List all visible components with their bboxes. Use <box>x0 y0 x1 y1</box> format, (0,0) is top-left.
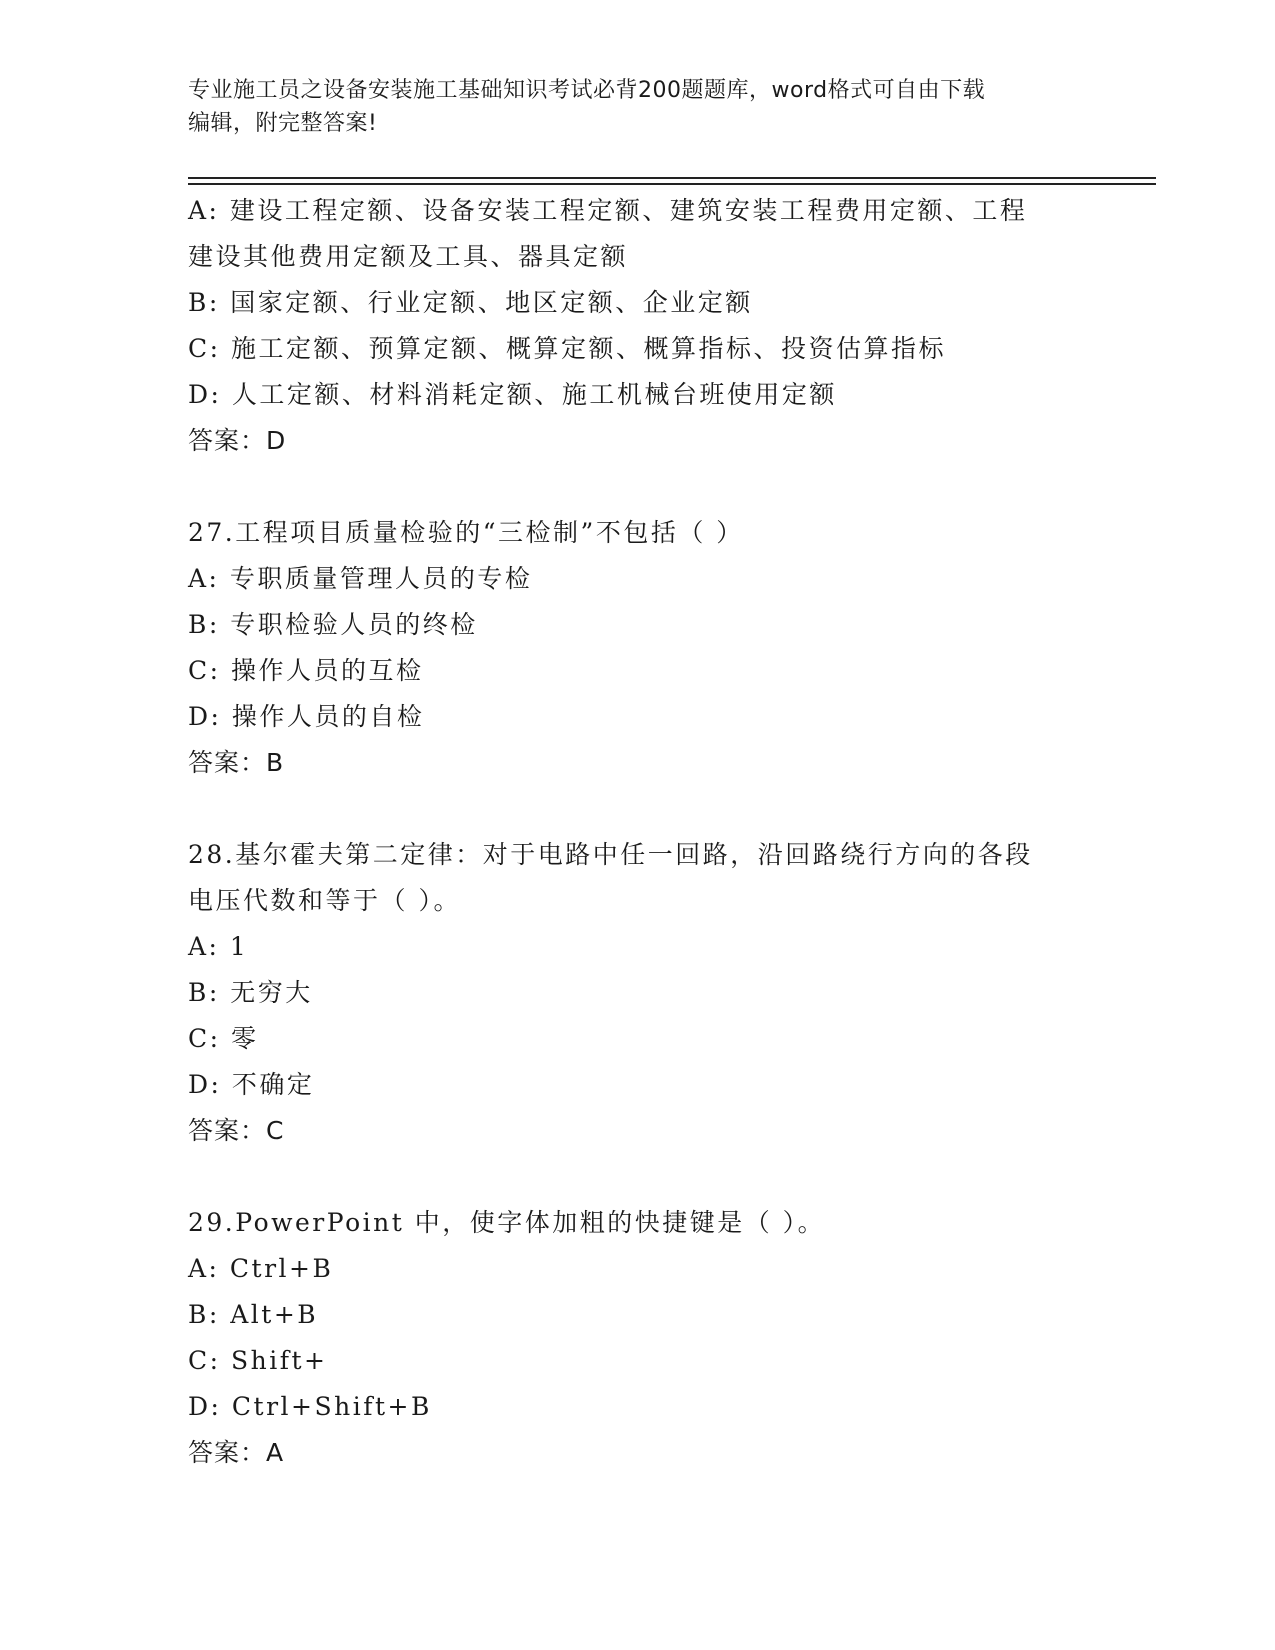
option-b: B: 国家定额、行业定额、地区定额、企业定额 <box>188 288 753 317</box>
spacer <box>188 786 1088 832</box>
answer-line: 答案：B <box>188 748 285 777</box>
header-rule-top <box>188 177 1156 179</box>
option-c: C: 零 <box>188 1024 259 1053</box>
question-text: 27.工程项目质量检验的“三检制”不包括（ ） <box>188 518 744 547</box>
answer-line: 答案：C <box>188 1116 285 1145</box>
option-a-line-1: A: 建设工程定额、设备安装工程定额、建筑安装工程费用定额、工程 <box>188 196 1028 225</box>
answer-line: 答案：A <box>188 1438 285 1467</box>
option-a: A: 专职质量管理人员的专检 <box>188 564 533 593</box>
option-d: D: 不确定 <box>188 1070 315 1099</box>
option-a: A: 1 <box>188 932 249 961</box>
option-a: A: Ctrl+B <box>188 1254 334 1283</box>
spacer <box>188 1154 1088 1200</box>
question-28-block <box>188 832 1088 1154</box>
answer-line: 答案：D <box>188 426 287 455</box>
option-a-line-2: 建设其他费用定额及工具、器具定额 <box>188 242 629 271</box>
option-b: B: 无穷大 <box>188 978 313 1007</box>
option-c: C: 操作人员的互检 <box>188 656 424 685</box>
header-title-line-2: 编辑，附完整答案! <box>188 111 378 136</box>
question-26-block <box>188 188 1088 464</box>
document-header <box>188 74 1068 140</box>
option-c: C: Shift+ <box>188 1346 328 1375</box>
option-c: C: 施工定额、预算定额、概算定额、概算指标、投资估算指标 <box>188 334 947 363</box>
option-d: D: Ctrl+Shift+B <box>188 1392 432 1421</box>
spacer <box>188 464 1088 510</box>
question-text: 29.PowerPoint 中，使字体加粗的快捷键是（ ）。 <box>188 1208 826 1237</box>
question-text-line-1: 28.基尔霍夫第二定律：对于电路中任一回路，沿回路绕行方向的各段 <box>188 840 1033 869</box>
question-text-line-2: 电压代数和等于（ ）。 <box>188 886 461 915</box>
question-list <box>188 188 1088 1476</box>
header-title-line-1: 专业施工员之设备安装施工基础知识考试必背200题题库，word格式可自由下载 <box>188 78 986 103</box>
option-b: B: 专职检验人员的终检 <box>188 610 478 639</box>
question-27-block <box>188 510 1088 786</box>
question-29-block <box>188 1200 1088 1476</box>
option-b: B: Alt+B <box>188 1300 319 1329</box>
header-rule-bottom <box>188 183 1156 185</box>
option-d: D: 操作人员的自检 <box>188 702 425 731</box>
option-d: D: 人工定额、材料消耗定额、施工机械台班使用定额 <box>188 380 837 409</box>
